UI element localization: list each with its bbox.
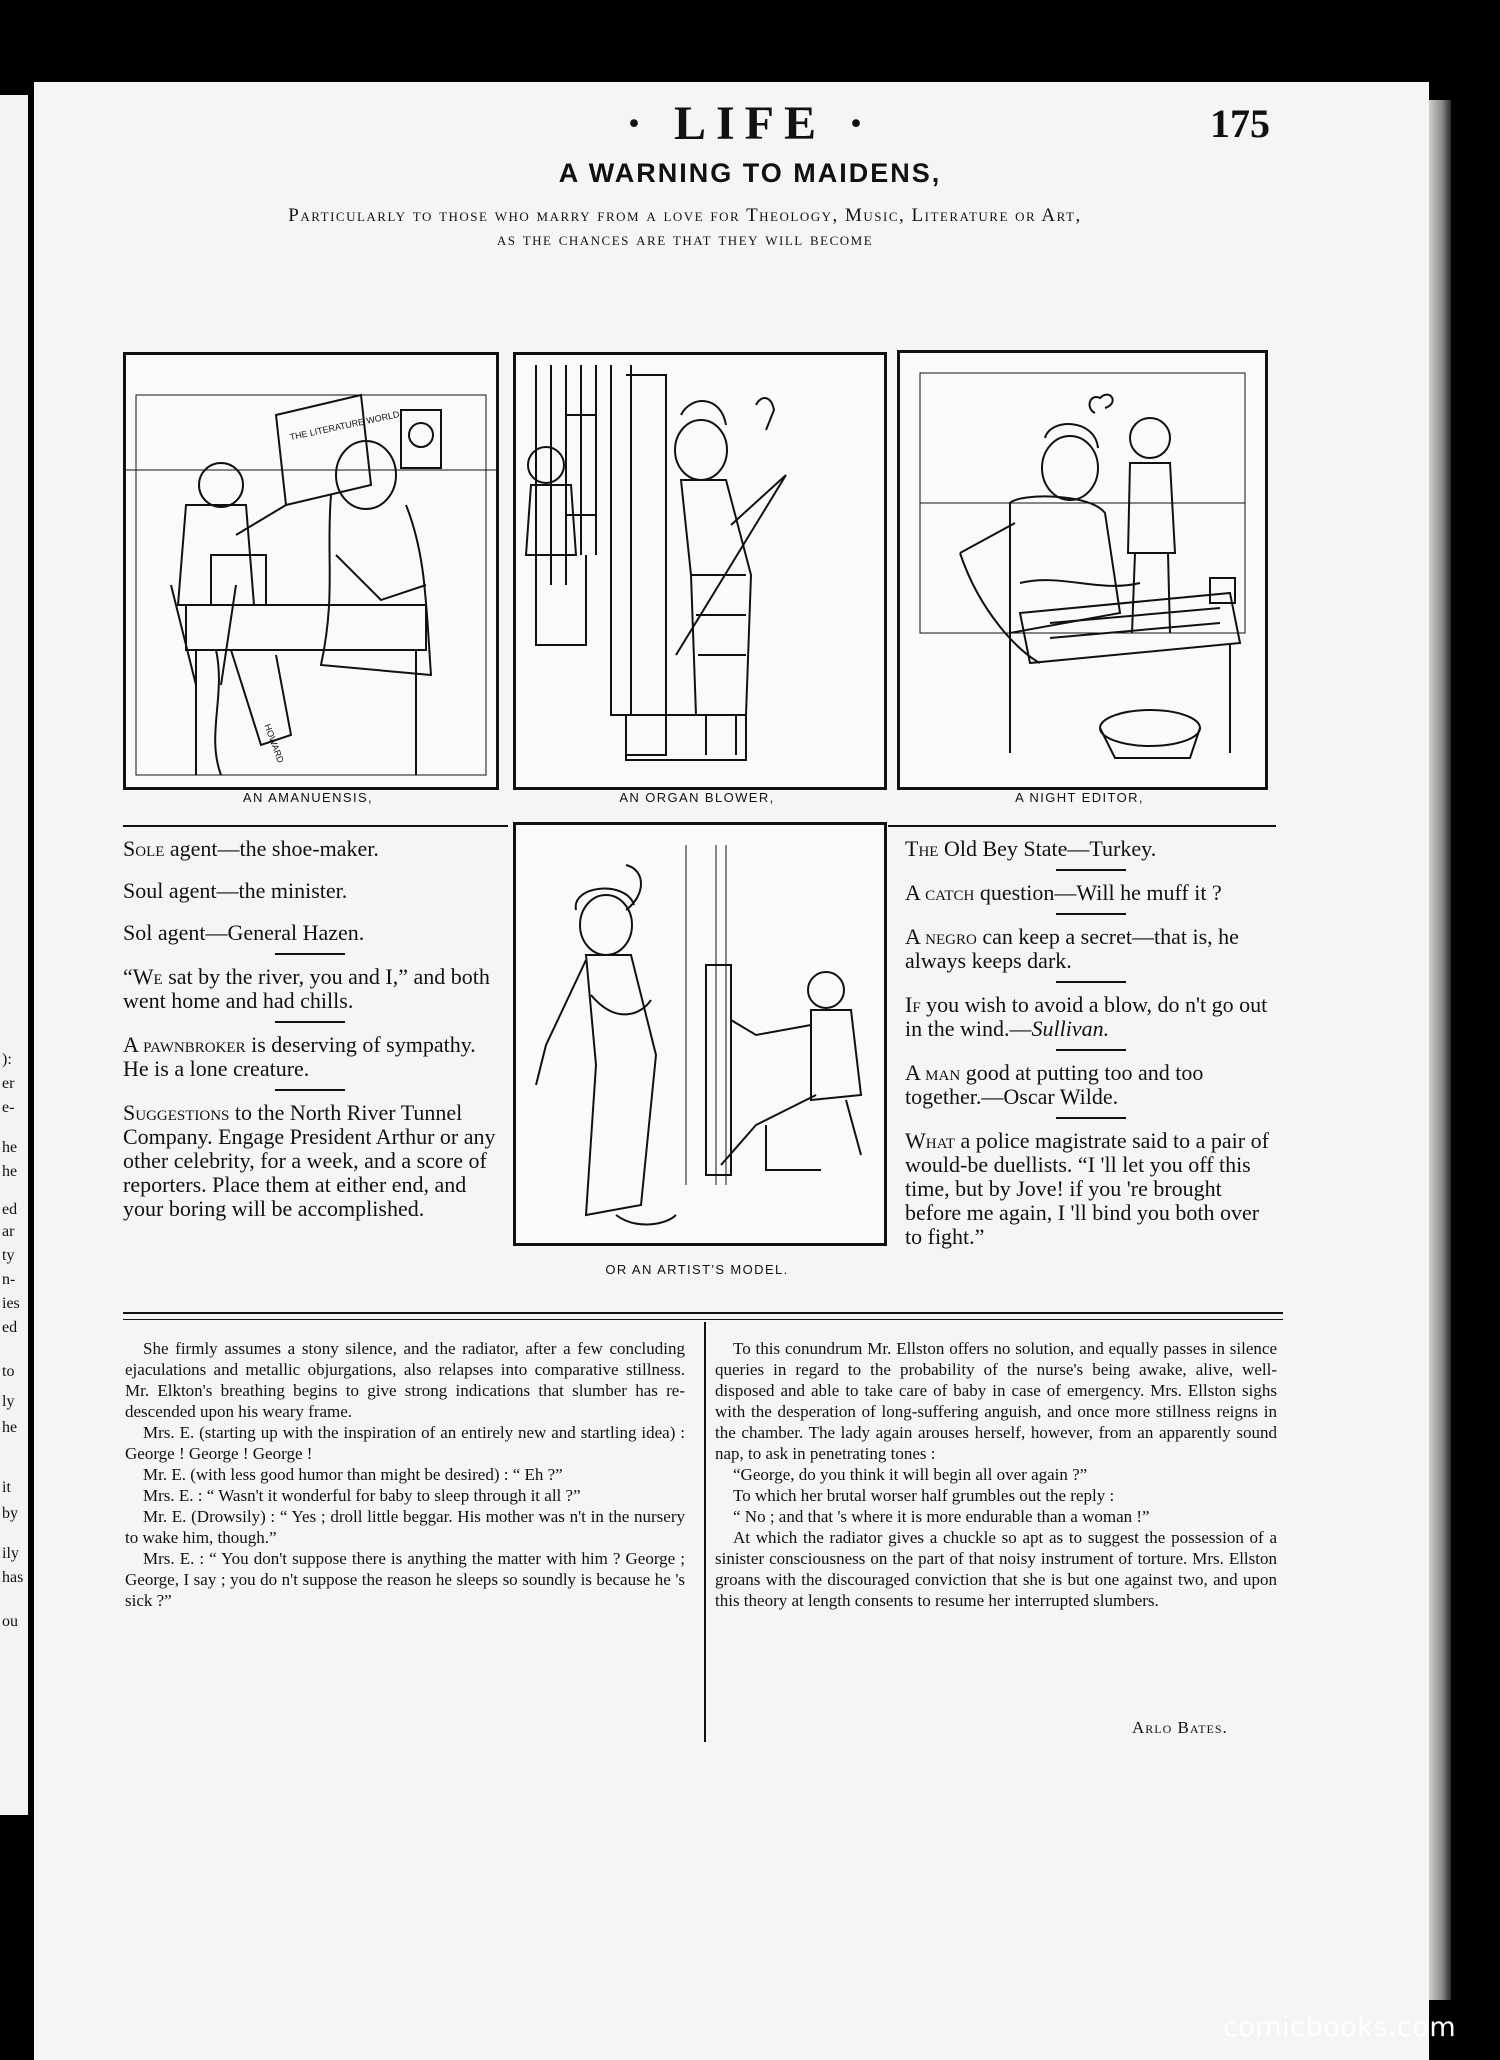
joke-separator (275, 1021, 345, 1023)
illustration-organ-blower (513, 352, 887, 790)
joke-item (905, 1129, 1277, 1249)
joke-item (123, 1101, 496, 1221)
joke-item (123, 921, 496, 945)
article-title: A WARNING TO MAIDENS, (558, 158, 942, 188)
joke-lead: A pawnbroker (123, 1032, 246, 1057)
joke-separator (275, 1089, 345, 1091)
joke-text: agent—the shoe-maker. (164, 836, 379, 861)
joke-text: Sol agent—General Hazen. (123, 920, 365, 945)
caption-night-editor: A NIGHT EDITOR, (1015, 790, 1144, 805)
margin-fragment: ty (2, 1247, 15, 1264)
joke-lead: Suggestions (123, 1100, 230, 1125)
page-edge-shadow (1429, 100, 1451, 2000)
margin-fragment: ar (2, 1223, 15, 1240)
joke-lead: What (905, 1128, 955, 1153)
joke-item (905, 1061, 1277, 1109)
caption-artists-model: OR AN ARTIST'S MODEL. (605, 1262, 789, 1277)
basket-text: HOWARD (262, 722, 286, 765)
artists-model-drawing (516, 825, 884, 1243)
caption-amanuensis: AN AMANUENSIS, (242, 790, 374, 805)
joke-separator (1056, 981, 1126, 983)
joke-text: Soul agent—the minister. (123, 878, 348, 903)
joke-separator (1056, 1117, 1126, 1119)
organ-blower-drawing (516, 355, 884, 787)
jokes-left-column (123, 837, 496, 1227)
margin-fragment: by (2, 1505, 18, 1522)
joke-item (123, 837, 496, 861)
margin-fragment: it (2, 1479, 11, 1496)
story-paragraph: Mrs. E. (starting up with the inspiration of an entirely new and startling idea) : George ! George ! George ! (125, 1423, 685, 1463)
story-paragraph: Mrs. E. : “ Wasn't it wonderful for baby to sleep through it all ?” (143, 1486, 581, 1505)
subtitle-line-2: as the chances are that they will become (496, 229, 874, 250)
joke-lead: If (905, 992, 921, 1017)
joke-lead: A man (905, 1060, 961, 1085)
joke-lead: Sole (123, 836, 165, 861)
story-paragraph: Mr. E. (with less good humor than might be desired) : “ Eh ?” (143, 1465, 563, 1484)
story-paragraph: To this conundrum Mr. Ellston offers no solution, and equally passes in silence queries in regard to the probability of the nurse's being awake, alive, well-disposed and able to take care of baby in case of emergency. Mrs. Ellston sighs with the desperation of long-suffering anguish, and once more stillness reigns in the chamber. The lady again arouses herself, however, from an apparently sound nap, to ask in penetrating tones : (715, 1339, 1277, 1463)
story-paragraph: To which her brutal worser half grumbles out the reply : (733, 1486, 1115, 1505)
watermark: comicbooks.com (1223, 2012, 1457, 2043)
joke-text: to the North River Tunnel Company. Engage President Arthur or any other celebrity, for a week, and a score of reporters. Place them at either end, and your boring will be accomplished. (123, 1100, 496, 1221)
illustration-amanuensis (123, 352, 499, 790)
margin-fragment: he (2, 1163, 18, 1180)
subtitle-line-1: Particularly to those who marry from a love for Theology, Music, Literature or Art, (288, 205, 1082, 226)
story-paragraph: “George, do you think it will begin all over again ?” (733, 1465, 1088, 1484)
joke-separator (1056, 913, 1126, 915)
joke-text: good at putting too and too together.—Oscar Wilde. (905, 1060, 1204, 1109)
amanuensis-drawing (126, 355, 496, 787)
joke-text: you wish to avoid a blow, do n't go out in the wind.— (905, 992, 1268, 1041)
margin-fragment: has (2, 1569, 24, 1586)
joke-item (123, 1033, 496, 1081)
margin-fragment: n- (2, 1271, 16, 1288)
joke-item (905, 837, 1277, 861)
margin-fragment: ed (2, 1201, 18, 1218)
joke-lead: The (905, 836, 939, 861)
joke-item (123, 879, 496, 903)
joke-text: question—Will he muff it ? (974, 880, 1222, 905)
margin-fragment: ily (2, 1545, 19, 1562)
story-paragraph: She firmly assumes a stony silence, and the radiator, after a few concluding ejaculations and metallic objurgations, also relapses into comparative stillness. Mr. Elkton's breathing begins to give strong indications that slumber has re-descended upon his weary frame. (125, 1339, 685, 1421)
margin-fragment: ed (2, 1319, 18, 1336)
joke-separator (275, 953, 345, 955)
margin-fragment: ies (2, 1295, 20, 1312)
margin-fragment: ): (2, 1051, 12, 1068)
joke-separator (1056, 869, 1126, 871)
joke-lead: “We (123, 964, 163, 989)
joke-item (123, 965, 496, 1013)
section-divider (123, 1312, 1283, 1320)
joke-text: sat by the river, you and I,” and both went home and had chills. (123, 964, 490, 1013)
page-number: 175 (1210, 101, 1270, 146)
night-editor-drawing (900, 353, 1265, 787)
joke-separator (1056, 1049, 1126, 1051)
left-column-top-rule (123, 825, 508, 827)
illustration-night-editor (897, 350, 1268, 790)
story-paragraph: Mr. E. (Drowsily) : “ Yes ; droll little beggar. His mother was n't in the nursery to wake him, though.” (125, 1507, 685, 1547)
story-left-column (125, 1338, 685, 1611)
article-subtitle (120, 204, 1250, 252)
margin-fragment: ou (2, 1613, 18, 1630)
newspaper-text: THE LITERATURE WORLD (288, 409, 401, 443)
margin-fragment: er (2, 1075, 15, 1092)
story-right-column (715, 1338, 1277, 1611)
joke-lead: A catch (905, 880, 975, 905)
margin-fragment: to (2, 1363, 15, 1380)
joke-text: Old Bey State—Turkey. (938, 836, 1157, 861)
margin-fragment: e- (2, 1099, 15, 1116)
right-column-top-rule (888, 825, 1276, 827)
joke-item (905, 881, 1277, 905)
story-column-rule (704, 1322, 706, 1742)
illustration-artists-model (513, 822, 887, 1246)
joke-item (905, 925, 1277, 973)
story-paragraph: Mrs. E. : “ You don't suppose there is anything the matter with him ? George ; George, I say ; you do n't suppose the reason he sleeps so soundly is because he 's sick ?” (125, 1549, 685, 1610)
margin-fragment: he (2, 1419, 18, 1436)
joke-text: can keep a secret—that is, he always keeps dark. (905, 924, 1239, 973)
story-paragraph: “ No ; and that 's where it is more endurable than a woman !” (733, 1507, 1150, 1526)
joke-text: is deserving of sympathy. He is a lone creature. (123, 1032, 476, 1081)
joke-lead: A negro (905, 924, 977, 949)
joke-item (905, 993, 1277, 1041)
joke-text: a police magistrate said to a pair of would-be duellists. “I 'll let you off this time, but by Jove! if you 're brought before me again, I 'll bind you both over to fight.” (905, 1128, 1269, 1249)
story-paragraph: At which the radiator gives a chuckle so apt as to suggest the possession of a sinister consciousness on the part of that noisy instrument of torture. Mrs. Ellston groans with the discouraged conviction that she is but one against two, and upon this theory at length consents to resume her interrupted slumbers. (715, 1528, 1277, 1610)
jokes-right-column (905, 837, 1277, 1255)
story-signature: Arlo Bates. (1132, 1718, 1228, 1737)
joke-tail: Sullivan. (1031, 1016, 1110, 1041)
caption-organ-blower: AN ORGAN BLOWER, (619, 790, 775, 805)
masthead: · LIFE · (625, 97, 875, 150)
margin-fragment: ly (2, 1393, 15, 1410)
margin-fragment: he (2, 1139, 18, 1156)
